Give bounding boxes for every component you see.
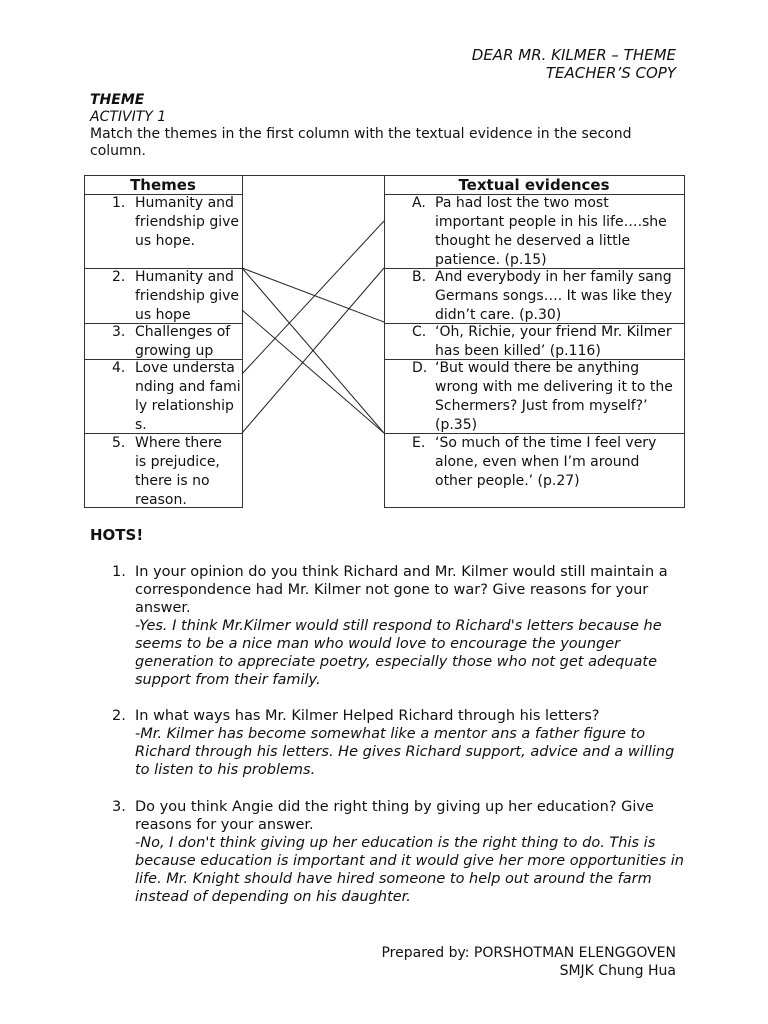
answer-text: -Yes. I think Mr.Kilmer would still respond to Richard's letters because he seems to be a nice man who would love to encourage the younger generation to appreciate poetry, especially those who not get adequate support from their family.	[135, 618, 662, 688]
answer-text: -Mr. Kilmer has become somewhat like a mentor ans a father figure to Richard through his letters. He gives Richard support, advice and a willing to listen to his problems.	[135, 726, 675, 778]
match-line	[242, 310, 384, 433]
theme-number: 2.	[112, 269, 126, 285]
theme-text: Where there is prejudice, there is no reason.	[135, 435, 222, 508]
hots-question-2	[112, 707, 692, 779]
question-number: 2.	[112, 708, 126, 724]
question-text: Do you think Angie did the right thing by giving up her education? Give reasons for your answer.	[135, 799, 654, 833]
prepared-by: Prepared by: PORSHOTMAN ELENGGOVEN	[381, 945, 676, 961]
section-title: THEME	[90, 92, 145, 108]
hots-question-1	[112, 563, 692, 689]
theme-text: Humanity and friendship give us hope.	[135, 195, 240, 249]
theme-number: 3.	[112, 324, 126, 340]
theme-number: 1.	[112, 195, 126, 211]
evidence-letter: E.	[412, 435, 426, 451]
question-text: In what ways has Mr. Kilmer Helped Richard through his letters?	[135, 708, 600, 724]
evidence-letter: D.	[412, 360, 428, 376]
activity-instruction: Match the themes in the first column with the textual evidence in the second column.	[90, 126, 632, 159]
header-subtitle: TEACHER’S COPY	[545, 64, 676, 82]
answer-text: -No, I don't think giving up her education is the right thing to do. This is because education is important and it would give her more opportunities in life. Mr. Knight should have hired someone to help out around the farm instead of depending on his daughter.	[135, 835, 684, 905]
theme-text: Humanity and friendship give us hope	[135, 269, 240, 323]
question-text: In your opinion do you think Richard and Mr. Kilmer would still maintain a correspondence had Mr. Kilmer not gone to war? Give reasons for your answer.	[135, 564, 668, 616]
theme-text: Love understanding and family relationships.	[135, 360, 241, 433]
evidence-text: And everybody in her family sang Germans songs…. It was like they didn’t care. (p.30)	[435, 269, 673, 323]
evidence-text: ‘But would there be anything wrong with me delivering it to the Schermers? Just from myself?’ (p.35)	[435, 360, 673, 433]
themes-header: Themes	[130, 176, 196, 194]
theme-text: Challenges of growing up	[135, 324, 231, 359]
hots-title: HOTS!	[90, 526, 144, 544]
footer	[381, 944, 676, 980]
evidence-letter: B.	[412, 269, 427, 285]
question-number: 1.	[112, 564, 126, 580]
evidence-letter: C.	[412, 324, 427, 340]
evidence-header: Textual evidences	[458, 176, 610, 194]
match-line	[242, 268, 384, 322]
evidence-text: Pa had lost the two most important people in his life….she thought he deserved a little patience. (p.15)	[435, 195, 667, 268]
activity-label: ACTIVITY 1	[90, 109, 167, 125]
evidence-text: ‘So much of the time I feel very alone, even when I’m around other people.’ (p.27)	[435, 435, 657, 489]
hots-question-3	[112, 798, 692, 906]
header-title: DEAR MR. KILMER – THEME	[471, 46, 676, 64]
question-number: 3.	[112, 799, 126, 815]
theme-number: 4.	[112, 360, 126, 376]
theme-number: 5.	[112, 435, 126, 451]
school-name: SMJK Chung Hua	[559, 963, 676, 979]
evidence-text: ‘Oh, Richie, your friend Mr. Kilmer has been killed’ (p.116)	[435, 324, 672, 359]
evidence-letter: A.	[412, 195, 426, 211]
